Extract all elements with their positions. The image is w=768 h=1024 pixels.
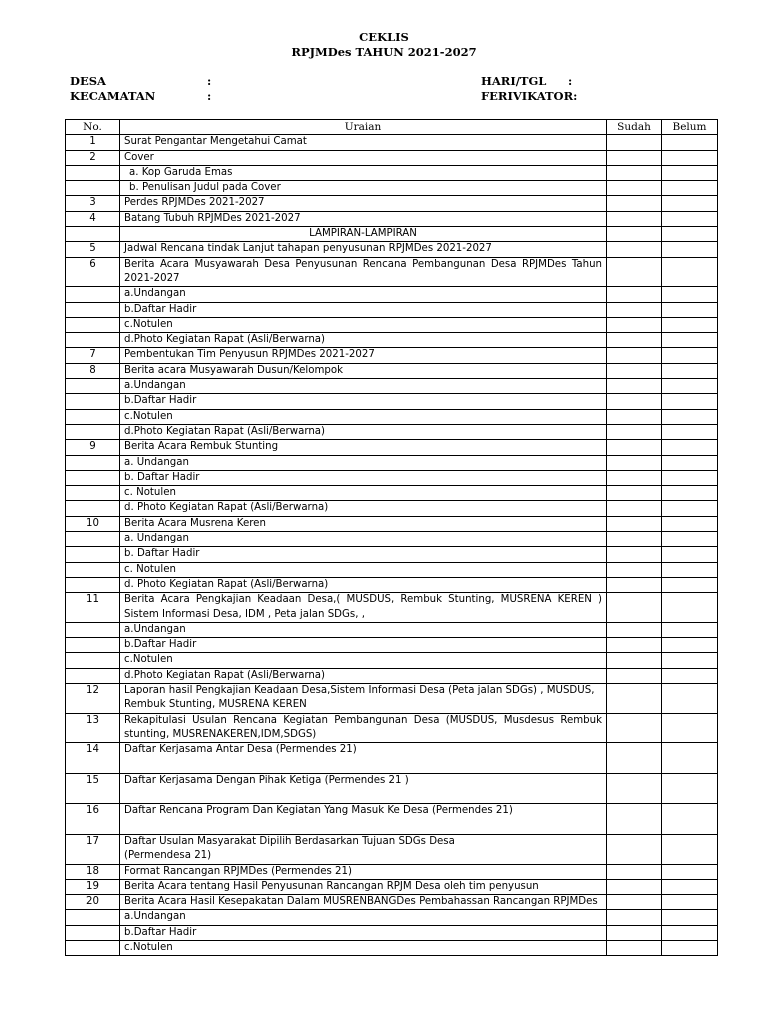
column-header-uraian: Uraian: [120, 120, 607, 135]
row-number: 13: [66, 713, 120, 743]
table-row: [66, 379, 718, 394]
table-row: [66, 743, 718, 774]
row-uraian: b.Daftar Hadir: [120, 302, 607, 317]
sudah-checkbox-cell[interactable]: [607, 455, 662, 470]
belum-checkbox-cell[interactable]: [662, 864, 718, 879]
table-row: [66, 773, 718, 804]
table-row: [66, 257, 718, 287]
table-row: [66, 834, 718, 864]
row-uraian: d.Photo Kegiatan Rapat (Asli/Berwarna): [120, 424, 607, 439]
row-uraian: a.Undangan: [120, 379, 607, 394]
sudah-checkbox-cell[interactable]: [607, 713, 662, 743]
row-number: 19: [66, 879, 120, 894]
sudah-checkbox-cell[interactable]: [607, 593, 662, 623]
row-number: 8: [66, 363, 120, 378]
sudah-checkbox-cell[interactable]: [607, 804, 662, 835]
row-uraian: b.Daftar Hadir: [120, 638, 607, 653]
table-row: [66, 363, 718, 378]
belum-checkbox-cell[interactable]: [662, 257, 718, 287]
desa-colon: :: [207, 74, 212, 88]
sudah-checkbox-cell[interactable]: [607, 532, 662, 547]
table-row: [66, 683, 718, 713]
kecamatan-label: KECAMATAN: [70, 89, 156, 103]
table-row: [66, 242, 718, 257]
row-uraian: c. Notulen: [120, 562, 607, 577]
sudah-checkbox-cell[interactable]: [607, 348, 662, 363]
row-uraian: Berita Acara Hasil Kesepakatan Dalam MUSRENBANGDes Pembahassan Rancangan RPJMDes: [120, 895, 607, 910]
row-uraian: Daftar Rencana Program Dan Kegiatan Yang Masuk Ke Desa (Permendes 21): [120, 804, 607, 835]
row-uraian: d.Photo Kegiatan Rapat (Asli/Berwarna): [120, 668, 607, 683]
row-number: [66, 501, 120, 516]
belum-checkbox-cell[interactable]: [662, 622, 718, 637]
sudah-checkbox-cell[interactable]: [607, 363, 662, 378]
row-uraian: a.Undangan: [120, 910, 607, 925]
belum-checkbox-cell[interactable]: [662, 941, 718, 956]
row-number: 14: [66, 743, 120, 774]
hari-tgl-colon: :: [568, 74, 573, 88]
table-row: [66, 287, 718, 302]
row-number: 7: [66, 348, 120, 363]
row-number: 10: [66, 516, 120, 531]
belum-checkbox-cell[interactable]: [662, 150, 718, 165]
row-uraian: Cover: [120, 150, 607, 165]
row-uraian: d. Photo Kegiatan Rapat (Asli/Berwarna): [120, 577, 607, 592]
belum-checkbox-cell[interactable]: [662, 455, 718, 470]
sudah-checkbox-cell[interactable]: [607, 394, 662, 409]
table-row: [66, 486, 718, 501]
sudah-checkbox-cell[interactable]: [607, 379, 662, 394]
sudah-checkbox-cell[interactable]: [607, 257, 662, 287]
table-row: [66, 804, 718, 835]
row-uraian: [120, 181, 607, 196]
table-row: [66, 895, 718, 910]
belum-checkbox-cell[interactable]: [662, 653, 718, 668]
sudah-checkbox-cell[interactable]: [607, 227, 662, 242]
row-uraian: Pembentukan Tim Penyusun RPJMDes 2021-2027: [120, 348, 607, 363]
sudah-checkbox-cell[interactable]: [607, 211, 662, 226]
row-number: 1: [66, 135, 120, 150]
belum-checkbox-cell[interactable]: [662, 577, 718, 592]
row-number: 6: [66, 257, 120, 287]
table-row: [66, 135, 718, 150]
document-subtitle: RPJMDes TAHUN 2021-2027: [291, 45, 477, 59]
table-row: [66, 333, 718, 348]
belum-checkbox-cell[interactable]: [662, 181, 718, 196]
belum-checkbox-cell[interactable]: [662, 668, 718, 683]
table-row: [66, 440, 718, 455]
row-number: [66, 181, 120, 196]
row-uraian: c.Notulen: [120, 941, 607, 956]
row-uraian: Berita Acara Musyawarah Desa Penyusunan Rencana Pembangunan Desa RPJMDes Tahun 2021-2027: [120, 257, 607, 287]
desa-label: DESA: [70, 74, 106, 88]
table-row: [66, 879, 718, 894]
belum-checkbox-cell[interactable]: [662, 683, 718, 713]
belum-checkbox-cell[interactable]: [662, 302, 718, 317]
belum-checkbox-cell[interactable]: [662, 547, 718, 562]
belum-checkbox-cell[interactable]: [662, 440, 718, 455]
row-number: [66, 379, 120, 394]
table-row: [66, 409, 718, 424]
belum-checkbox-cell[interactable]: [662, 135, 718, 150]
belum-checkbox-cell[interactable]: [662, 773, 718, 804]
sudah-checkbox-cell[interactable]: [607, 834, 662, 864]
belum-checkbox-cell[interactable]: [662, 242, 718, 257]
sudah-checkbox-cell[interactable]: [607, 577, 662, 592]
row-uraian: Surat Pengantar Mengetahui Camat: [120, 135, 607, 150]
row-number: [66, 577, 120, 592]
row-number: [66, 547, 120, 562]
table-row: [66, 638, 718, 653]
belum-checkbox-cell[interactable]: [662, 165, 718, 180]
sub-item-text: a. Kop Garuda Emas: [129, 166, 233, 178]
row-number: 4: [66, 211, 120, 226]
sudah-checkbox-cell[interactable]: [607, 910, 662, 925]
row-uraian: Format Rancangan RPJMDes (Permendes 21): [120, 864, 607, 879]
checklist-body: [66, 135, 718, 956]
row-number: 16: [66, 804, 120, 835]
row-uraian: c.Notulen: [120, 653, 607, 668]
table-row: [66, 227, 718, 242]
table-row: [66, 348, 718, 363]
belum-checkbox-cell[interactable]: [662, 196, 718, 211]
sudah-checkbox-cell[interactable]: [607, 773, 662, 804]
row-number: 15: [66, 773, 120, 804]
belum-checkbox-cell[interactable]: [662, 879, 718, 894]
row-uraian: b. Daftar Hadir: [120, 547, 607, 562]
sudah-checkbox-cell[interactable]: [607, 668, 662, 683]
row-number: [66, 925, 120, 940]
belum-checkbox-cell[interactable]: [662, 562, 718, 577]
sudah-checkbox-cell[interactable]: [607, 470, 662, 485]
row-uraian: a. Undangan: [120, 455, 607, 470]
row-number: [66, 638, 120, 653]
sudah-checkbox-cell[interactable]: [607, 424, 662, 439]
row-number: [66, 653, 120, 668]
row-uraian: a.Undangan: [120, 622, 607, 637]
document-title: CEKLIS: [359, 30, 409, 44]
table-row: [66, 547, 718, 562]
row-number: [66, 287, 120, 302]
row-uraian: Daftar Kerjasama Antar Desa (Permendes 21): [120, 743, 607, 774]
table-row: [66, 713, 718, 743]
hari-tgl-label: HARI/TGL: [481, 74, 547, 88]
sudah-checkbox-cell[interactable]: [607, 317, 662, 332]
table-row: [66, 562, 718, 577]
row-number: 11: [66, 593, 120, 623]
belum-checkbox-cell[interactable]: [662, 895, 718, 910]
row-number: [66, 532, 120, 547]
row-uraian: Laporan hasil Pengkajian Keadaan Desa,Sistem Informasi Desa (Peta jalan SDGs) , MUSDUS, Rembuk Stunting, MUSRENA KEREN: [120, 683, 607, 713]
row-uraian: c.Notulen: [120, 409, 607, 424]
belum-checkbox-cell[interactable]: [662, 363, 718, 378]
sudah-checkbox-cell[interactable]: [607, 516, 662, 531]
belum-checkbox-cell[interactable]: [662, 713, 718, 743]
row-number: [66, 668, 120, 683]
row-uraian: c. Notulen: [120, 486, 607, 501]
row-number: [66, 562, 120, 577]
sudah-checkbox-cell[interactable]: [607, 165, 662, 180]
sudah-checkbox-cell[interactable]: [607, 150, 662, 165]
row-uraian: Perdes RPJMDes 2021-2027: [120, 196, 607, 211]
row-number: [66, 910, 120, 925]
sudah-checkbox-cell[interactable]: [607, 879, 662, 894]
row-uraian: [120, 165, 607, 180]
table-row: [66, 577, 718, 592]
row-number: [66, 409, 120, 424]
table-row: [66, 910, 718, 925]
table-row: [66, 302, 718, 317]
column-header-belum: Belum: [662, 120, 718, 135]
row-number: [66, 470, 120, 485]
sudah-checkbox-cell[interactable]: [607, 135, 662, 150]
table-row: [66, 593, 718, 623]
sudah-checkbox-cell[interactable]: [607, 653, 662, 668]
belum-checkbox-cell[interactable]: [662, 532, 718, 547]
row-number: [66, 455, 120, 470]
row-uraian: LAMPIRAN-LAMPIRAN: [120, 227, 607, 242]
belum-checkbox-cell[interactable]: [662, 333, 718, 348]
table-row: [66, 925, 718, 940]
table-row: [66, 653, 718, 668]
belum-checkbox-cell[interactable]: [662, 379, 718, 394]
row-number: [66, 424, 120, 439]
column-header-no: No.: [66, 120, 120, 135]
row-uraian: b.Daftar Hadir: [120, 394, 607, 409]
sudah-checkbox-cell[interactable]: [607, 864, 662, 879]
sudah-checkbox-cell[interactable]: [607, 547, 662, 562]
row-number: [66, 622, 120, 637]
row-uraian: a.Undangan: [120, 287, 607, 302]
belum-checkbox-cell[interactable]: [662, 516, 718, 531]
sudah-checkbox-cell[interactable]: [607, 925, 662, 940]
row-uraian: d.Photo Kegiatan Rapat (Asli/Berwarna): [120, 333, 607, 348]
sudah-checkbox-cell[interactable]: [607, 743, 662, 774]
sudah-checkbox-cell[interactable]: [607, 287, 662, 302]
belum-checkbox-cell[interactable]: [662, 470, 718, 485]
table-row: [66, 501, 718, 516]
row-uraian: b.Daftar Hadir: [120, 925, 607, 940]
row-number: [66, 227, 120, 242]
row-uraian: Berita Acara Musrena Keren: [120, 516, 607, 531]
row-number: 17: [66, 834, 120, 864]
sudah-checkbox-cell[interactable]: [607, 941, 662, 956]
belum-checkbox-cell[interactable]: [662, 910, 718, 925]
sudah-checkbox-cell[interactable]: [607, 181, 662, 196]
row-uraian: Berita Acara tentang Hasil Penyusunan Rancangan RPJM Desa oleh tim penyusun: [120, 879, 607, 894]
belum-checkbox-cell[interactable]: [662, 593, 718, 623]
table-row: [66, 150, 718, 165]
belum-checkbox-cell[interactable]: [662, 287, 718, 302]
row-uraian: d. Photo Kegiatan Rapat (Asli/Berwarna): [120, 501, 607, 516]
row-uraian: Berita acara Musyawarah Dusun/Kelompok: [120, 363, 607, 378]
row-number: [66, 394, 120, 409]
table-row: [66, 668, 718, 683]
row-number: 5: [66, 242, 120, 257]
belum-checkbox-cell[interactable]: [662, 834, 718, 864]
table-header-row: [66, 120, 718, 135]
table-row: [66, 211, 718, 226]
row-uraian: Daftar Kerjasama Dengan Pihak Ketiga (Permendes 21 ): [120, 773, 607, 804]
row-uraian: Daftar Usulan Masyarakat Dipilih Berdasarkan Tujuan SDGs Desa (Permendesa 21): [120, 834, 607, 864]
row-number: [66, 333, 120, 348]
table-row: [66, 864, 718, 879]
row-uraian: Berita Acara Rembuk Stunting: [120, 440, 607, 455]
belum-checkbox-cell[interactable]: [662, 804, 718, 835]
belum-checkbox-cell[interactable]: [662, 743, 718, 774]
belum-checkbox-cell[interactable]: [662, 925, 718, 940]
sudah-checkbox-cell[interactable]: [607, 501, 662, 516]
row-number: [66, 317, 120, 332]
row-uraian: b. Daftar Hadir: [120, 470, 607, 485]
belum-checkbox-cell[interactable]: [662, 638, 718, 653]
table-row: [66, 455, 718, 470]
sudah-checkbox-cell[interactable]: [607, 683, 662, 713]
sudah-checkbox-cell[interactable]: [607, 486, 662, 501]
belum-checkbox-cell[interactable]: [662, 211, 718, 226]
row-uraian: a. Undangan: [120, 532, 607, 547]
row-uraian: Rekapitulasi Usulan Rencana Kegiatan Pembangunan Desa (MUSDUS, Musdesus Rembuk stunting, MUSRENAKEREN,IDM,SDGS): [120, 713, 607, 743]
kecamatan-colon: :: [207, 89, 212, 103]
sudah-checkbox-cell[interactable]: [607, 302, 662, 317]
table-row: [66, 532, 718, 547]
sub-item-text: b. Penulisan Judul pada Cover: [129, 182, 281, 194]
sudah-checkbox-cell[interactable]: [607, 196, 662, 211]
row-number: 12: [66, 683, 120, 713]
table-row: [66, 470, 718, 485]
row-number: [66, 486, 120, 501]
table-row: [66, 196, 718, 211]
sudah-checkbox-cell[interactable]: [607, 333, 662, 348]
row-number: 2: [66, 150, 120, 165]
table-row: [66, 941, 718, 956]
column-header-sudah: Sudah: [607, 120, 662, 135]
row-number: 9: [66, 440, 120, 455]
table-row: [66, 317, 718, 332]
sudah-checkbox-cell[interactable]: [607, 562, 662, 577]
row-number: 3: [66, 196, 120, 211]
belum-checkbox-cell[interactable]: [662, 424, 718, 439]
belum-checkbox-cell[interactable]: [662, 394, 718, 409]
row-number: 20: [66, 895, 120, 910]
ferivikator-label: FERIVIKATOR:: [481, 89, 578, 103]
sudah-checkbox-cell[interactable]: [607, 895, 662, 910]
row-uraian: Berita Acara Pengkajian Keadaan Desa,( MUSDUS, Rembuk Stunting, MUSRENA KEREN ) Sistem Informasi Desa, IDM , Peta jalan SDGs, ,: [120, 593, 607, 623]
belum-checkbox-cell[interactable]: [662, 348, 718, 363]
table-row: [66, 622, 718, 637]
belum-checkbox-cell[interactable]: [662, 486, 718, 501]
sudah-checkbox-cell[interactable]: [607, 440, 662, 455]
belum-checkbox-cell[interactable]: [662, 227, 718, 242]
row-uraian: Jadwal Rencana tindak Lanjut tahapan penyusunan RPJMDes 2021-2027: [120, 242, 607, 257]
table-row: [66, 516, 718, 531]
row-number: [66, 165, 120, 180]
table-row: [66, 424, 718, 439]
checklist-table: [65, 119, 718, 956]
sudah-checkbox-cell[interactable]: [607, 622, 662, 637]
row-number: [66, 941, 120, 956]
belum-checkbox-cell[interactable]: [662, 409, 718, 424]
sudah-checkbox-cell[interactable]: [607, 242, 662, 257]
row-uraian: c.Notulen: [120, 317, 607, 332]
belum-checkbox-cell[interactable]: [662, 501, 718, 516]
row-number: 18: [66, 864, 120, 879]
belum-checkbox-cell[interactable]: [662, 317, 718, 332]
table-row: [66, 181, 718, 196]
row-uraian: Batang Tubuh RPJMDes 2021-2027: [120, 211, 607, 226]
row-number: [66, 302, 120, 317]
table-row: [66, 394, 718, 409]
table-row: [66, 165, 718, 180]
sudah-checkbox-cell[interactable]: [607, 409, 662, 424]
sudah-checkbox-cell[interactable]: [607, 638, 662, 653]
